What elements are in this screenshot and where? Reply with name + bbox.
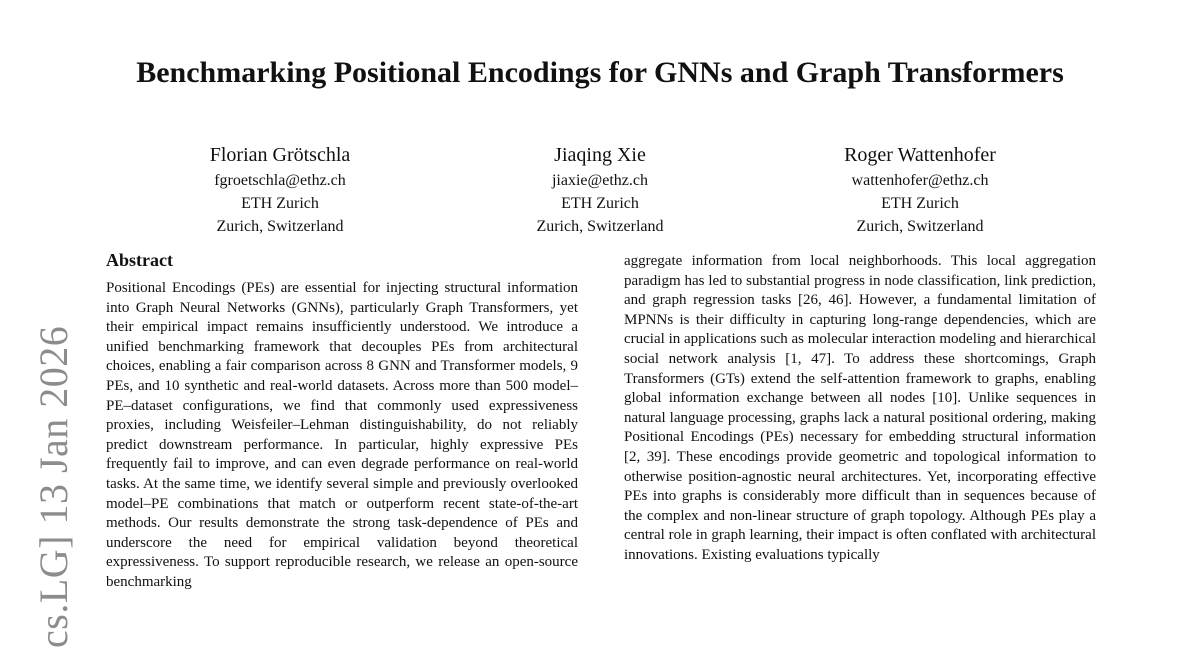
abstract-heading: Abstract [106,250,173,270]
introduction-column [624,252,1096,566]
author-name: Jiaqing Xie [554,144,646,166]
author-email: fgroetschla@ethz.ch [214,172,346,189]
paper-title: Benchmarking Positional Encodings for GNNs and Graph Transformers [136,56,1064,89]
author-email: jiaxie@ethz.ch [551,172,649,189]
author-affiliation: ETH Zurich [881,195,959,212]
author-name: Florian Grötschla [209,144,351,166]
author-2 [450,142,750,238]
introduction-text: aggregate information from local neighborhoods. This local aggregation paradigm has led to substantial progress in node classification, link prediction, and graph regression tasks [26, 46]. However, a fundamental limitation of MPNNs is their difficulty in capturing long-range dependencies, which are crucial in applications such as molecular interaction modeling and hierarchical social network analysis [1, 47]. To address these shortcomings, Graph Transformers (GTs) extend the self-attention framework to graphs, enabling global information exchange between all nodes [10]. Unlike sequences in natural language processing, graphs lack a natural positional ordering, making Positional Encodings (PEs) necessary for embedding structural information [2, 39]. These encodings provide geometric and topological information to otherwise position-agnostic neural architectures. Yet, incorporating effective PEs into graphs is considerably more difficult than in sequences because of the complex and non-linear structure of graph topology. Although PEs play a central role in graph learning, their impact is often conflated with architectural innovations. Existing evaluations typically [624,253,1096,563]
author-3 [770,142,1070,238]
author-affiliation: ETH Zurich [241,195,319,212]
abstract-column [106,279,578,593]
author-location: Zurich, Switzerland [536,218,664,235]
arxiv-identifier-text: cs.LG] 13 Jan 2026 [31,325,76,648]
author-location: Zurich, Switzerland [216,218,344,235]
author-email: wattenhofer@ethz.ch [851,172,989,189]
abstract-text: Positional Encodings (PEs) are essential for injecting structural information into Graph Neural Networks (GNNs), particularly Graph Transformers, yet their empirical impact remains insufficiently understood. We introduce a unified benchmarking framework that decouples PEs from architectural choices, enabling a fair comparison across 8 GNN and Transformer models, 9 PEs, and 10 synthetic and real-world datasets. Across more than 500 model–PE–dataset configurations, we find that commonly used expressiveness proxies, including Weisfeiler–Lehman distinguishability, do not reliably predict downstream performance. In particular, highly expressive PEs frequently fail to improve, and can even degrade performance on real-world tasks. At the same time, we identify several simple and previously overlooked model–PE combinations that match or outperform recent state-of-the-art methods. Our results demonstrate the strong task-dependence of PEs and underscore the need for empirical validation beyond theoretical expressiveness. To support reproducible research, we release an open-source benchmarking [106,280,578,590]
author-location: Zurich, Switzerland [856,218,984,235]
author-affiliation: ETH Zurich [561,195,639,212]
author-name: Roger Wattenhofer [844,144,996,166]
author-1 [130,142,430,238]
author-block [130,142,1070,238]
